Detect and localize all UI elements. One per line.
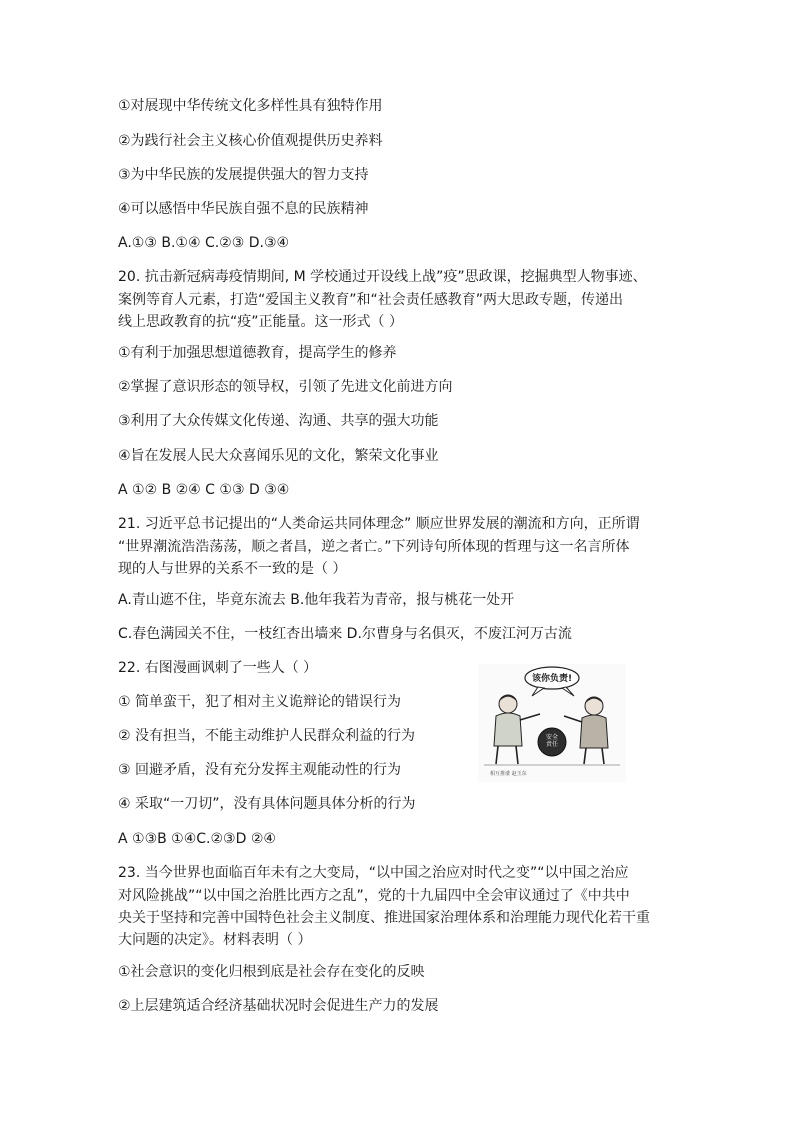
- q21-option-ab: A.青山遮不住，毕竟东流去 B.他年我若为青帝，报与桃花一处开: [118, 592, 515, 608]
- q19-option-3: ③为中华民族的发展提供强大的智力支持: [118, 167, 369, 183]
- q23-option-2: ②上层建筑适合经济基础状况时会促进生产力的发展: [118, 998, 439, 1014]
- q22-answer-choices: A ①③B ①④C.②③D ②④: [118, 831, 276, 847]
- q19-option-2: ②为践行社会主义核心价值观提供历史养料: [118, 133, 383, 149]
- cartoon-image: [478, 664, 626, 782]
- cartoon-ball-label: [542, 734, 562, 748]
- q23-stem-line-2: 对风险挑战”“以中国之治胜比西方之乱”，党的十九届四中全会审议通过了《中共中: [118, 888, 630, 904]
- q20-stem-line-1: 20. 抗击新冠病毒疫情期间, M 学校通过开设线上战”疫”思政课，挖掘典型人物事迹、: [118, 269, 647, 285]
- q19-option-4: ④可以感悟中华民族自强不息的民族精神: [118, 201, 369, 217]
- q20-stem-line-2: 案例等育人元素，打造“爱国主义教育”和“社会责任感教育”两大思政专题，传递出: [118, 292, 624, 308]
- q23-option-1: ①社会意识的变化归根到底是社会存在变化的反映: [118, 964, 425, 980]
- q19-option-1: ①对展现中华传统文化多样性具有独特作用: [118, 98, 383, 114]
- cartoon-caption: 相互推诿 赵玉东: [490, 771, 527, 777]
- q21-option-cd: C.春色满园关不住，一枝红杏出墙来 D.尔曹身与名俱灭，不废江河万古流: [118, 626, 572, 642]
- q22-option-1: ① 简单蛮干，犯了相对主义诡辩论的错误行为: [118, 694, 401, 710]
- q20-option-1: ①有利于加强思想道德教育，提高学生的修养: [118, 345, 397, 361]
- q20-option-4: ④旨在发展人民大众喜闻乐见的文化，繁荣文化事业: [118, 448, 439, 464]
- q22-option-3: ③ 回避矛盾，没有充分发挥主观能动性的行为: [118, 762, 401, 778]
- q20-stem-line-3: 线上思政教育的抗“疫”正能量。这一形式（ ）: [118, 314, 403, 330]
- q22-option-2: ② 没有担当，不能主动维护人民群众利益的行为: [118, 728, 415, 744]
- q20-option-3: ③利用了大众传媒文化传递、沟通、共享的强大功能: [118, 413, 439, 429]
- q23-stem-line-4: 大问题的决定》。材料表明（ ）: [118, 932, 312, 948]
- cartoon-bubble-text: 该你负责!: [531, 674, 573, 684]
- q23-stem-line-3: 央关于坚持和完善中国特色社会主义制度、推进国家治理体系和治理能力现代化若干重: [118, 910, 650, 926]
- cartoon-ball-text-1: 安全: [545, 734, 558, 741]
- q21-stem-line-1: 21. 习近平总书记提出的“人类命运共同体理念” 顺应世界发展的潮流和方向，正所谓: [118, 516, 640, 532]
- q20-option-2: ②掌握了意识形态的领导权，引领了先进文化前进方向: [118, 379, 453, 395]
- q21-stem-line-3: 现的人与世界的关系不一致的是（ ）: [118, 561, 347, 577]
- q23-stem-line-1: 23. 当今世界也面临百年未有之大变局，“以中国之治应对时代之变”“以中国之治应: [118, 865, 629, 881]
- q22-option-4: ④ 采取“一刀切”，没有具体问题具体分析的行为: [118, 796, 416, 812]
- q21-stem-line-2: “世界潮流浩浩荡荡，顺之者昌，逆之者亡。”下列诗句所体现的哲理与这一名言所体: [118, 539, 630, 555]
- q19-answer-choices: A.①③ B.①④ C.②③ D.③④: [118, 235, 290, 251]
- cartoon-ball-text-2: 责任: [545, 741, 558, 748]
- q22-stem: 22. 右图漫画讽刺了一些人（ ）: [118, 660, 318, 676]
- q20-answer-choices: A ①② B ②④ C ①③ D ③④: [118, 482, 290, 498]
